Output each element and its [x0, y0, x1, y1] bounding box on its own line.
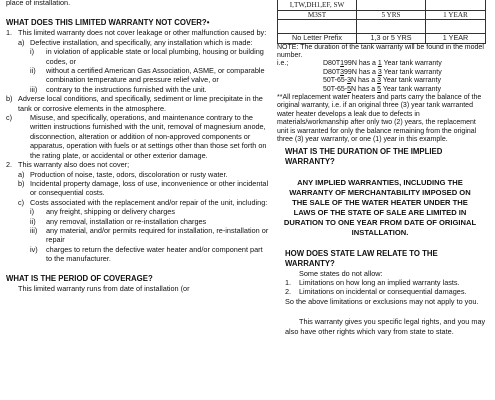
left-column: [6, 0, 269, 400]
heading-not-cover: WHAT DOES THIS LIMITED WARRANTY NOT COVER?•: [6, 18, 210, 28]
example-line: i.e.; D80T199N has a 1 Year tank warranty: [277, 60, 442, 68]
table-row: [278, 20, 486, 34]
example-line: 50T-65-3N has a 3 Year tank warranty: [323, 77, 441, 85]
heading-period: WHAT IS THE PERIOD OF COVERAGE?: [6, 273, 153, 283]
example-line: D80T399N has a 3 Year tank warranty: [323, 68, 442, 76]
heading-state-law: HOW DOES STATE LAW RELATE TO THE WARRANTY?: [285, 248, 438, 268]
list-item-1a-i: i) in violation of applicable state or local plumbing, housing or building codes, or: [30, 47, 264, 66]
list-item-1: 1. This limited warranty does not cover leakage or other malfunction caused by:: [6, 28, 267, 38]
list-item-1a-iii: iii) contrary to the instructions furnished with the unit.: [30, 84, 207, 94]
model-number-note: NOTE: The duration of the tank warranty will be found in the model number.: [277, 43, 484, 60]
list-item-2c-i: i) any freight, shipping or delivery charges: [30, 207, 175, 217]
state-intro: Some states do not allow:: [299, 268, 383, 278]
list-item-1c: c) Misuse, and specifically, operations, and maintenance contrary to the written instructions furnished with the unit, removal of magnesium anode, disconnection, alteration or addition of non-approved components or apparatus, operation with fuels or at settings other than those set forth on the rating plate, or accidental or other exterior damage.: [6, 113, 267, 160]
state-after: So the above limitations or exclusions may not apply to you.: [285, 296, 479, 306]
list-item-state-1: 1. Limitations on how long an implied warranty lasts.: [285, 277, 460, 287]
warranty-table: [277, 0, 486, 44]
list-item-2c-ii: ii) any removal, installation or re-installation charges: [30, 216, 207, 226]
list-item-2a: a) Production of noise, taste, odors, discoloration or rusty water.: [18, 169, 228, 179]
intro-tail: place of installation.: [6, 0, 71, 7]
period-text: This limited warranty runs from date of installation (or: [18, 283, 190, 293]
implied-warranty-text: ANY IMPLIED WARRANTIES, INCLUDING THE WARRANTY OF MERCHANTABILITY IMPOSED ON THE SALE OF THE WATER HEATER UNDER THE LAWS OF THE STATE OF SALE ARE LIMITED IN DURATION TO ONE YEAR FROM DATE OF ORIGINAL INSTALLATION.: [283, 177, 477, 237]
right-column: [271, 0, 489, 400]
note-block: [271, 44, 489, 145]
list-item-2: 2. This warranty also does not cover;: [6, 160, 130, 170]
table-row: M3ST 5 YRS 1 YEAR: [278, 10, 486, 19]
table-row: I,TW,DH1,EF, SW: [278, 0, 486, 10]
list-item-2c-iii: iii) any material, and/or permits required for installation, re-installation or repair: [30, 225, 269, 245]
list-item-1a: a) Defective installation, and specifically, any installation which is made:: [18, 37, 253, 47]
list-item-2b: b) Incidental property damage, loss of use, inconvenience or other incidental or consequential costs.: [18, 178, 269, 198]
heading-duration: WHAT IS THE DURATION OF THE IMPLIED WARRANTY?: [285, 146, 443, 166]
example-line: 50T-65-5N has a 5 Year tank warranty: [323, 85, 441, 93]
replacement-note: **All replacement water heaters and parts carry the balance of the original warranty, i.e. if an original three (3) year tank warranted water heater develops a leak due to defects in materials/workmanship after only two (2) years, the replacement unit is warranted for only the balance remaining from the original three (3) year warranty, or one (1) year in this example.: [277, 94, 482, 144]
rights-text: This warranty gives you specific legal rights, and you may also have other rights which vary from state to state.: [285, 317, 486, 336]
table-row: No Letter Prefix 1,3 or 5 YRS 1 YEAR: [278, 34, 486, 43]
list-item-2c-iv: iv) charges to return the defective water heater and/or component part to the manufacturer.: [30, 244, 263, 264]
list-item-2c: c) Costs associated with the replacement and/or repair of the unit, including:: [18, 197, 268, 207]
list-item-1b: b) Adverse local conditions, and specifically, sediment or lime precipitate in the tank or corrosive elements in the atmosphere.: [6, 94, 263, 113]
list-item-state-2: 2. Limitations on incidental or consequential damages.: [285, 287, 467, 297]
list-item-1a-ii: ii) without a certified American Gas Association, ASME, or comparable combination temperature and pressure relief valve, or: [30, 66, 265, 85]
